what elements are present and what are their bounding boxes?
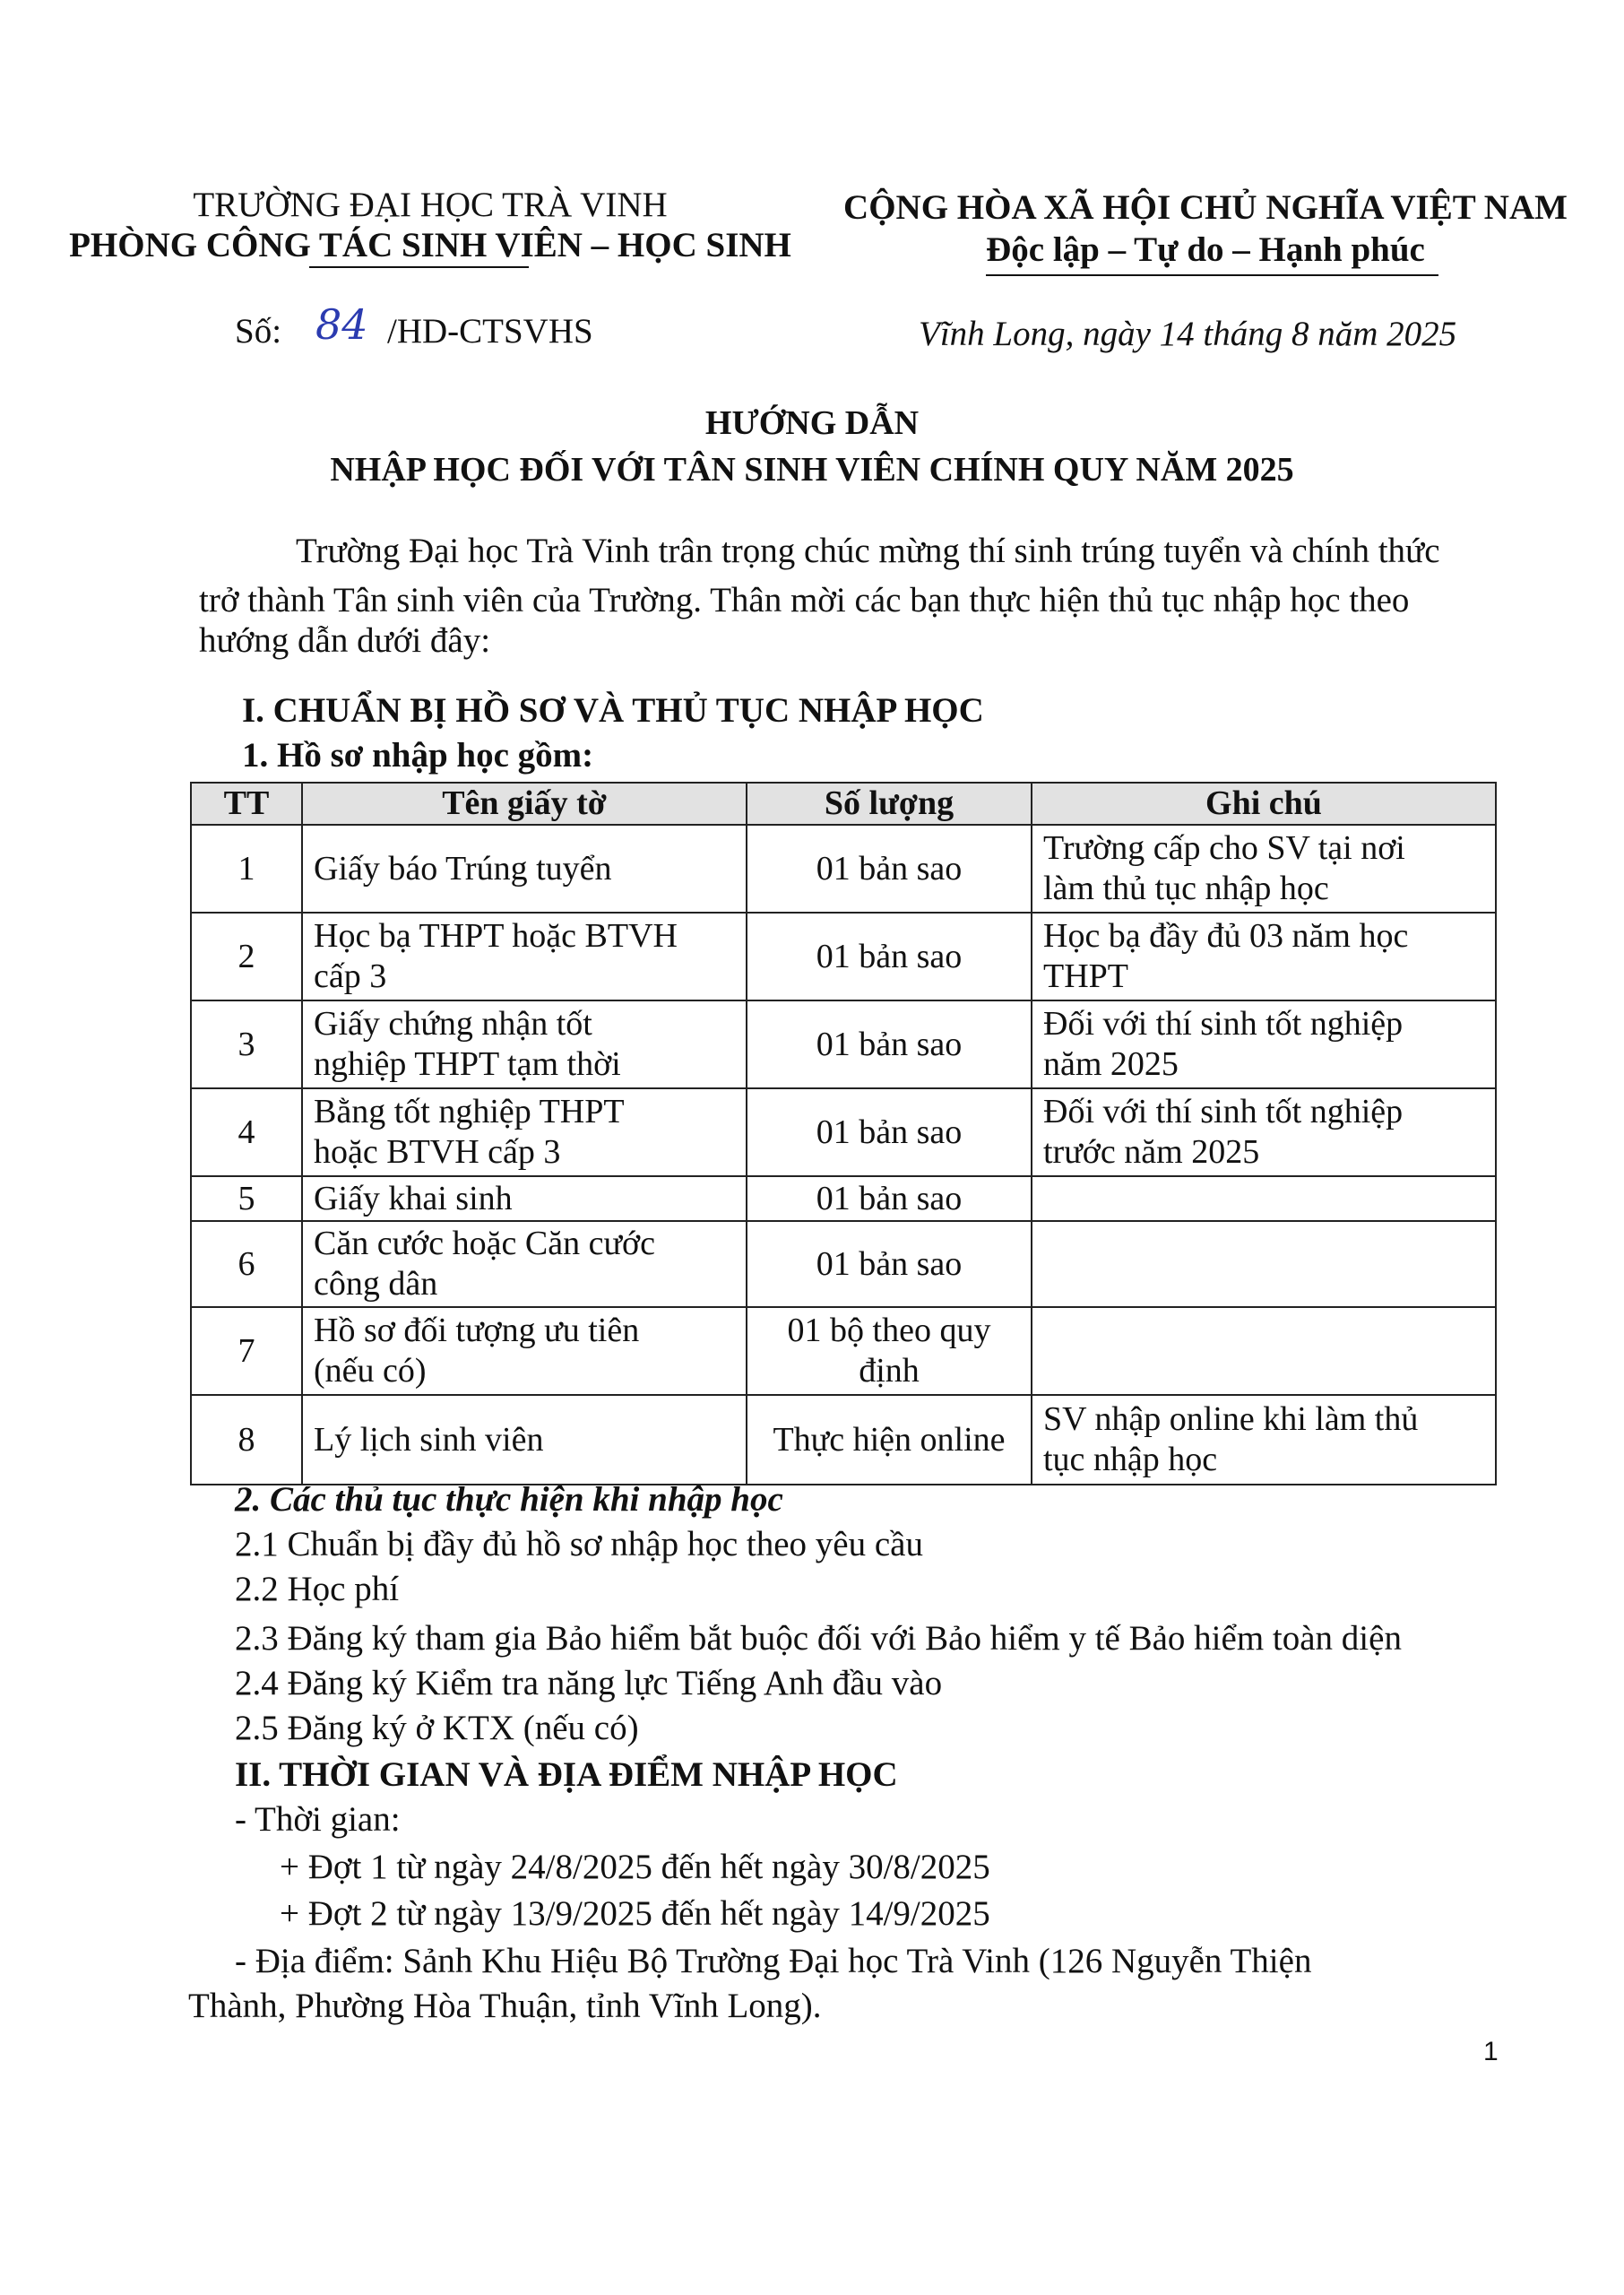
location-line: - Địa điểm: Sảnh Khu Hiệu Bộ Trường Đại học Trà Vinh (126 Nguyễn Thiện xyxy=(235,1942,1312,1980)
doc-number-prefix: Số: xyxy=(235,312,282,351)
procedure-item: 2.4 Đăng ký Kiểm tra năng lực Tiếng Anh đầu vào xyxy=(235,1664,943,1702)
time-label: - Thời gian: xyxy=(235,1800,401,1839)
cell-tt: 4 xyxy=(191,1088,302,1176)
location-line: Thành, Phường Hòa Thuận, tỉnh Vĩnh Long). xyxy=(188,1987,822,2025)
table-row xyxy=(191,1395,1496,1485)
table-row xyxy=(191,825,1496,913)
table-row xyxy=(191,1000,1496,1088)
cell-note xyxy=(1032,1221,1496,1307)
section-1-subheading-2: 2. Các thủ tục thực hiện khi nhập học xyxy=(235,1480,783,1519)
table-row xyxy=(191,1307,1496,1395)
column-header-quantity: Số lượng xyxy=(747,783,1032,825)
cell-name: Căn cước hoặc Căn cước công dân xyxy=(302,1221,747,1307)
table-row xyxy=(191,1176,1496,1221)
cell-tt: 3 xyxy=(191,1000,302,1088)
cell-name: Bằng tốt nghiệp THPT hoặc BTVH cấp 3 xyxy=(302,1088,747,1176)
cell-note: Trường cấp cho SV tại nơi làm thủ tục nhập học xyxy=(1032,825,1496,913)
cell-tt: 7 xyxy=(191,1307,302,1395)
cell-name: Học bạ THPT hoặc BTVH cấp 3 xyxy=(302,913,747,1000)
cell-name: Giấy khai sinh xyxy=(302,1176,747,1221)
country-name: CỘNG HÒA XÃ HỘI CHỦ NGHĨA VIỆT NAM xyxy=(843,188,1568,227)
column-header-name: Tên giấy tờ xyxy=(302,783,747,825)
cell-quantity: 01 bản sao xyxy=(747,1176,1032,1221)
cell-quantity: 01 bản sao xyxy=(747,1088,1032,1176)
enrollment-round: + Đợt 2 từ ngày 13/9/2025 đến hết ngày 14/9/2025 xyxy=(280,1894,990,1933)
cell-note xyxy=(1032,1307,1496,1395)
cell-tt: 5 xyxy=(191,1176,302,1221)
cell-tt: 6 xyxy=(191,1221,302,1307)
procedure-item: 2.5 Đăng ký ở KTX (nếu có) xyxy=(235,1709,639,1747)
department-name: PHÒNG CÔNG TÁC SINH VIÊN – HỌC SINH xyxy=(69,226,791,264)
procedure-item: 2.1 Chuẩn bị đầy đủ hồ sơ nhập học theo yêu cầu xyxy=(235,1525,923,1563)
department-underline xyxy=(309,266,529,268)
procedure-item: 2.3 Đăng ký tham gia Bảo hiểm bắt buộc đối với Bảo hiểm y tế Bảo hiểm toàn diện xyxy=(235,1619,1402,1658)
section-1-subheading: 1. Hồ sơ nhập học gồm: xyxy=(242,736,594,775)
motto-underline xyxy=(986,274,1438,276)
page-number: 1 xyxy=(1483,2037,1499,2066)
document-title: HƯỚNG DẪN xyxy=(704,404,920,442)
cell-tt: 8 xyxy=(191,1395,302,1485)
cell-note: Đối với thí sinh tốt nghiệp năm 2025 xyxy=(1032,1000,1496,1088)
cell-note: Đối với thí sinh tốt nghiệp trước năm 2025 xyxy=(1032,1088,1496,1176)
section-2-heading: II. THỜI GIAN VÀ ĐỊA ĐIỂM NHẬP HỌC xyxy=(235,1755,898,1794)
doc-number-suffix: /HD-CTSVHS xyxy=(387,312,593,351)
procedure-item: 2.2 Học phí xyxy=(235,1570,400,1608)
cell-name: Hồ sơ đối tượng ưu tiên (nếu có) xyxy=(302,1307,747,1395)
column-header-tt: TT xyxy=(191,783,302,825)
table-row xyxy=(191,1221,1496,1307)
intro-line: trở thành Tân sinh viên của Trường. Thân mời các bạn thực hiện thủ tục nhập học theo xyxy=(199,581,1410,619)
cell-note: Học bạ đầy đủ 03 năm học THPT xyxy=(1032,913,1496,1000)
cell-note: SV nhập online khi làm thủ tục nhập học xyxy=(1032,1395,1496,1485)
intro-line: Trường Đại học Trà Vinh trân trọng chúc mừng thí sinh trúng tuyển và chính thức xyxy=(296,532,1440,570)
enrollment-round: + Đợt 1 từ ngày 24/8/2025 đến hết ngày 30/8/2025 xyxy=(280,1848,990,1886)
country-motto: Độc lập – Tự do – Hạnh phúc xyxy=(986,230,1425,269)
doc-number-handwritten: 84 xyxy=(315,300,368,349)
table-header-row xyxy=(191,783,1496,825)
table-row xyxy=(191,1088,1496,1176)
cell-quantity: 01 bản sao xyxy=(747,825,1032,913)
document-subtitle: NHẬP HỌC ĐỐI VỚI TÂN SINH VIÊN CHÍNH QUY NĂM 2025 xyxy=(330,451,1294,489)
cell-quantity: Thực hiện online xyxy=(747,1395,1032,1485)
column-header-note: Ghi chú xyxy=(1032,783,1496,825)
table-row xyxy=(191,913,1496,1000)
cell-name: Giấy chứng nhận tốt nghiệp THPT tạm thời xyxy=(302,1000,747,1088)
documents-table xyxy=(190,782,1497,1485)
cell-name: Lý lịch sinh viên xyxy=(302,1395,747,1485)
cell-quantity: 01 bản sao xyxy=(747,1000,1032,1088)
cell-tt: 2 xyxy=(191,913,302,1000)
cell-tt: 1 xyxy=(191,825,302,913)
cell-name: Giấy báo Trúng tuyển xyxy=(302,825,747,913)
cell-quantity: 01 bản sao xyxy=(747,1221,1032,1307)
cell-quantity: 01 bản sao xyxy=(747,913,1032,1000)
intro-line: hướng dẫn dưới đây: xyxy=(199,621,491,660)
cell-quantity: 01 bộ theo quy định xyxy=(747,1307,1032,1395)
university-name: TRƯỜNG ĐẠI HỌC TRÀ VINH xyxy=(193,186,668,224)
place-date: Vĩnh Long, ngày 14 tháng 8 năm 2025 xyxy=(919,315,1457,353)
cell-note xyxy=(1032,1176,1496,1221)
section-1-heading: I. CHUẨN BỊ HỒ SƠ VÀ THỦ TỤC NHẬP HỌC xyxy=(242,691,984,730)
